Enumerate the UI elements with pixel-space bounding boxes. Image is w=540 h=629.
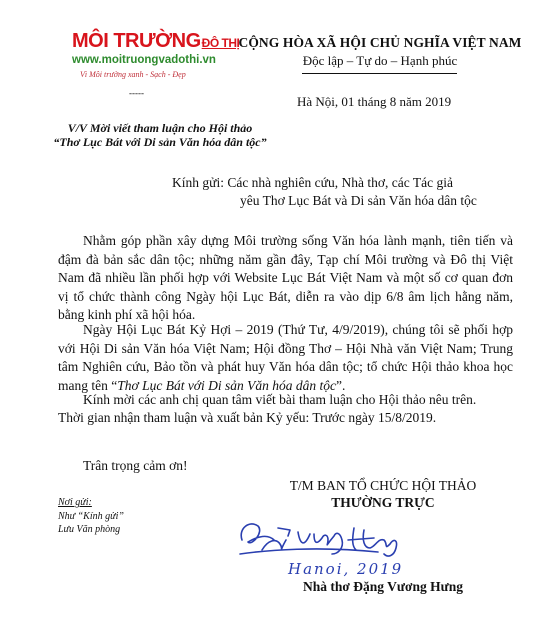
workshop-title: Thơ Lục Bát với Di sản Văn hóa dân tộc xyxy=(117,377,337,393)
logo-slogan: Vì Môi trường xanh - Sạch - Đẹp xyxy=(80,70,186,79)
logo-brand-text: MÔI TRƯỜNG xyxy=(72,30,201,52)
archive-office: Lưu Văn phòng xyxy=(58,524,121,535)
body-paragraph-2 xyxy=(58,321,513,395)
paragraph-2-end: ”. xyxy=(336,377,346,393)
closing-thanks: Trân trọng cảm ơn! xyxy=(83,458,188,473)
standing-committee: THƯỜNG TRỰC xyxy=(331,495,435,510)
subject-line-1: V/V Mời viết tham luận cho Hội thảo xyxy=(67,121,253,135)
signer-name: Nhà thơ Đặng Vương Hưng xyxy=(303,579,463,594)
nation-title: CỘNG HÒA XÃ HỘI CHỦ NGHĨA VIỆT NAM xyxy=(238,35,522,50)
logo-suffix: ĐÔ THỊ xyxy=(201,36,240,50)
divider-dashes: ----- xyxy=(129,88,144,98)
body-paragraph-1: Nhằm góp phần xây dựng Môi trường sống Văn hóa lành mạnh, tiên tiến và đậm đà bản sắc dân tộc; những năm gần đây, Tạp chí Môi trường và Đô thị Việt Nam đã nhiều lần phối hợp với Website Lục Bát Việt Nam và một số cơ quan đơn vị tổ chức thành công Ngày hội Lục Bát, diễn ra vào dịp 6/8 âm lịch hằng năm, bằng kinh phí xã hội hóa. xyxy=(58,233,513,322)
organizing-committee: T/M BAN TỔ CHỨC HỘI THẢO xyxy=(289,478,477,493)
handwritten-signature xyxy=(228,510,478,582)
body-deadline: Thời gian nhận tham luận và xuất bản Kỷ yếu: Trước ngày 15/8/2019. xyxy=(58,410,437,425)
document-date: Hà Nội, 01 tháng 8 năm 2019 xyxy=(297,94,452,109)
subject-line-2: “Thơ Lục Bát với Di sản Văn hóa dân tộc” xyxy=(53,135,267,149)
paragraph-2-text: Ngày Hội Lục Bát Kỷ Hợi – 2019 (Thứ Tư, 4/9/2019), chúng tôi sẽ phối hợp với Hội Di sản Văn hóa Việt Nam; Hội đồng Thơ – Hội Nhà văn Việt Nam; Trung tâm Nghiên cứu, Bảo tồn và phát huy Văn hóa dân tộc; tổ chức Hội thảo khoa học mang tên “ xyxy=(58,322,513,393)
body-paragraph-3: Kính mời các anh chị quan tâm viết bài tham luận cho Hội thảo nêu trên. xyxy=(83,392,477,407)
recipients-as-above: Như “Kính gửi” xyxy=(58,511,124,522)
signature-place-date: Hanoi, 2019 xyxy=(288,560,404,578)
logo-brand xyxy=(72,30,239,53)
motto-underline xyxy=(302,73,457,74)
recipients-line-1: Kính gửi: Các nhà nghiên cứu, Nhà thơ, các Tác giả xyxy=(172,175,453,190)
recipients-label: Nơi gửi: xyxy=(58,497,92,508)
logo-url: www.moitruongvadothi.vn xyxy=(72,54,216,66)
recipients-line-2: yêu Thơ Lục Bát và Di sản Văn hóa dân tộc xyxy=(240,193,477,208)
national-motto: Độc lập – Tự do – Hạnh phúc xyxy=(302,53,458,68)
